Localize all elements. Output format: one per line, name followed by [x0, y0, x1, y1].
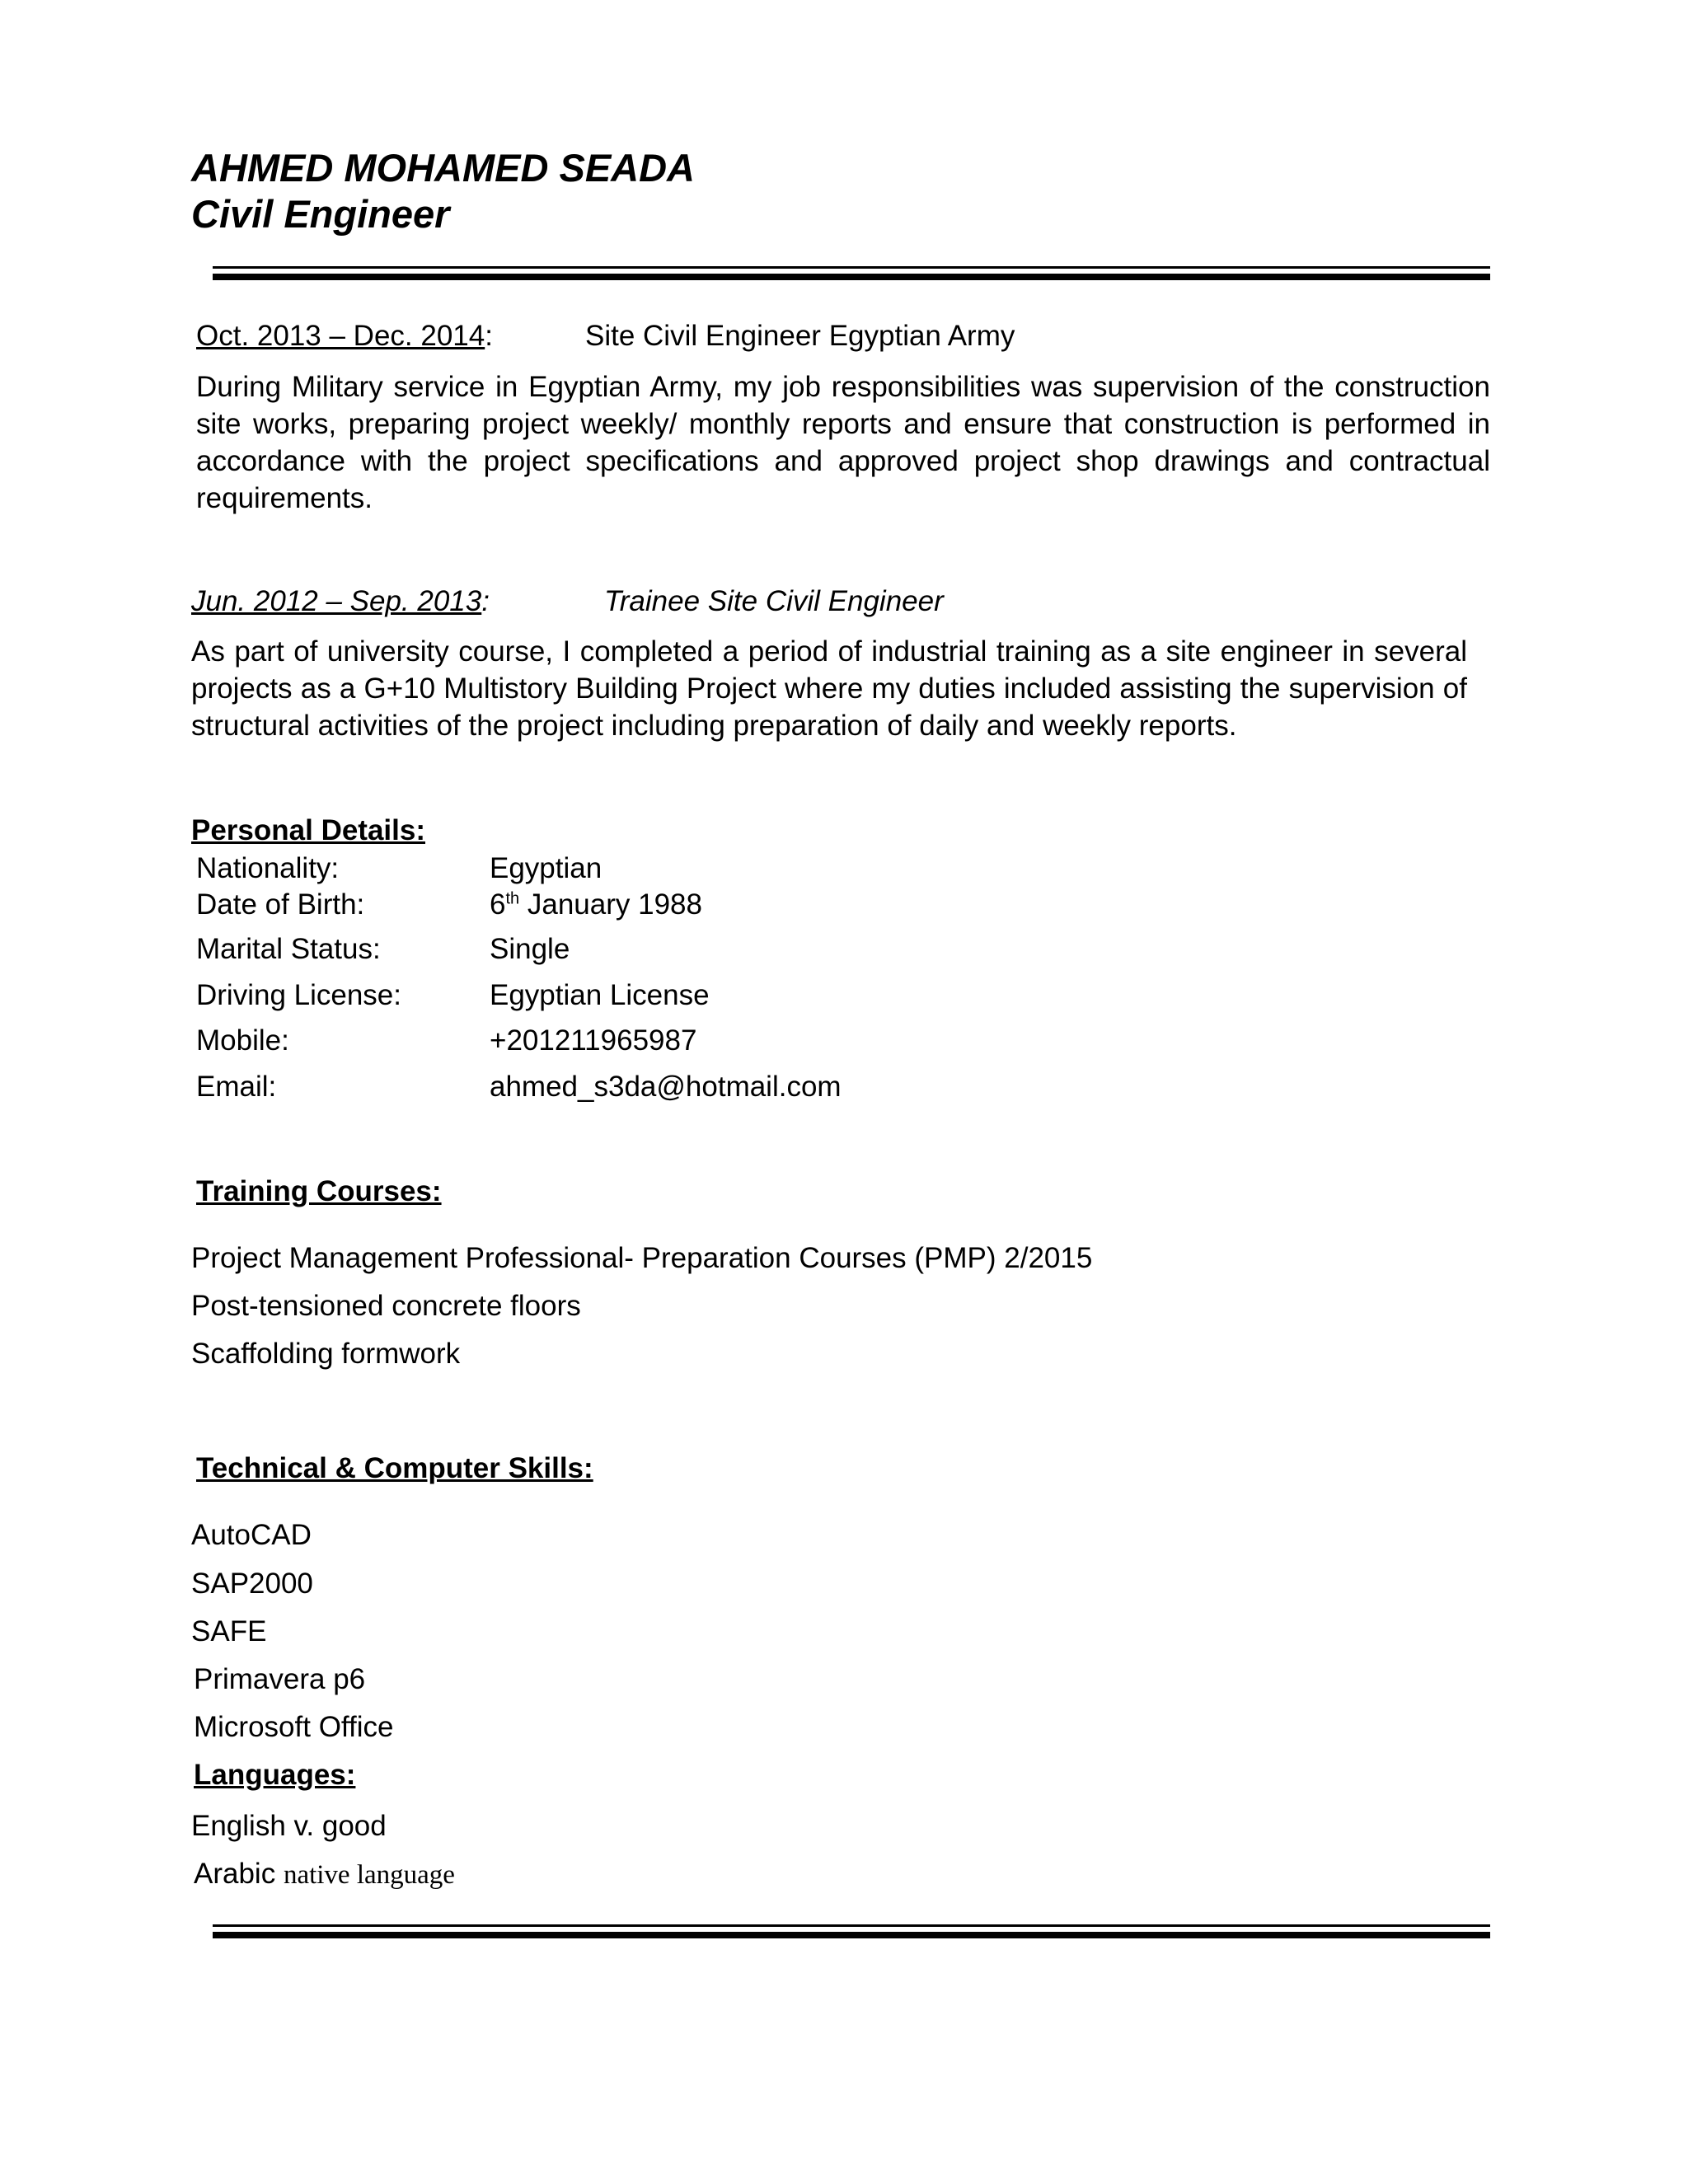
skill-item: SAP2000 [191, 1568, 313, 1600]
email-value: ahmed_s3da@hotmail.com [490, 1071, 842, 1103]
mobile-value: +201211965987 [490, 1024, 697, 1057]
language-item-english: English v. good [191, 1810, 387, 1842]
languages-heading: Languages: [194, 1759, 356, 1791]
experience-2-role: Trainee Site Civil Engineer [604, 585, 944, 617]
bottom-rule-thin [213, 1924, 1490, 1927]
top-rule-thick [213, 274, 1490, 280]
marital-status-value: Single [490, 933, 570, 965]
experience-1-period: Oct. 2013 – Dec. 2014: [196, 320, 493, 352]
driving-license-label: Driving License: [196, 979, 401, 1011]
bottom-rule-thick [213, 1932, 1490, 1938]
training-item: Scaffolding formwork [191, 1338, 461, 1370]
training-item: Project Management Professional- Preparation Courses (PMP) 2/2015 [191, 1242, 1093, 1274]
personal-details-heading: Personal Details: [191, 814, 425, 846]
skill-item: SAFE [191, 1615, 267, 1647]
skill-item: AutoCAD [191, 1519, 312, 1551]
experience-1-role: Site Civil Engineer Egyptian Army [585, 320, 1015, 352]
nationality-label: Nationality: [196, 852, 340, 884]
language-item-arabic: Arabic native language [194, 1858, 455, 1890]
email-label: Email: [196, 1071, 277, 1103]
skill-item: Microsoft Office [194, 1711, 394, 1743]
date-of-birth-value: 6th January 1988 [490, 888, 702, 921]
marital-status-label: Marital Status: [196, 933, 381, 965]
training-item: Post-tensioned concrete floors [191, 1290, 581, 1322]
mobile-label: Mobile: [196, 1024, 289, 1057]
nationality-value: Egyptian [490, 852, 603, 884]
skill-item: Primavera p6 [194, 1663, 366, 1695]
candidate-name: AHMED MOHAMED SEADA [191, 146, 695, 190]
experience-2-description: As part of university course, I completed a period of industrial training as a site engineer in several projects as a G+10 Multistory Building Project where my duties included assisting the supervision of structural activities of the project including preparation of daily and weekly reports. [191, 635, 1467, 742]
job-title: Civil Engineer [191, 192, 450, 236]
experience-1-description: During Military service in Egyptian Army, my job responsibilities was supervision of the construction site works, preparing project weekly/ monthly reports and ensure that construction is performed in accordance with the project specifications and approved project shop drawings and contractual requirements. [196, 371, 1490, 514]
date-of-birth-label: Date of Birth: [196, 888, 365, 921]
skills-heading: Technical & Computer Skills: [196, 1452, 593, 1484]
top-rule-thin [213, 266, 1490, 269]
driving-license-value: Egyptian License [490, 979, 710, 1011]
training-courses-heading: Training Courses: [196, 1175, 442, 1207]
experience-2-period: Jun. 2012 – Sep. 2013: [191, 585, 490, 617]
